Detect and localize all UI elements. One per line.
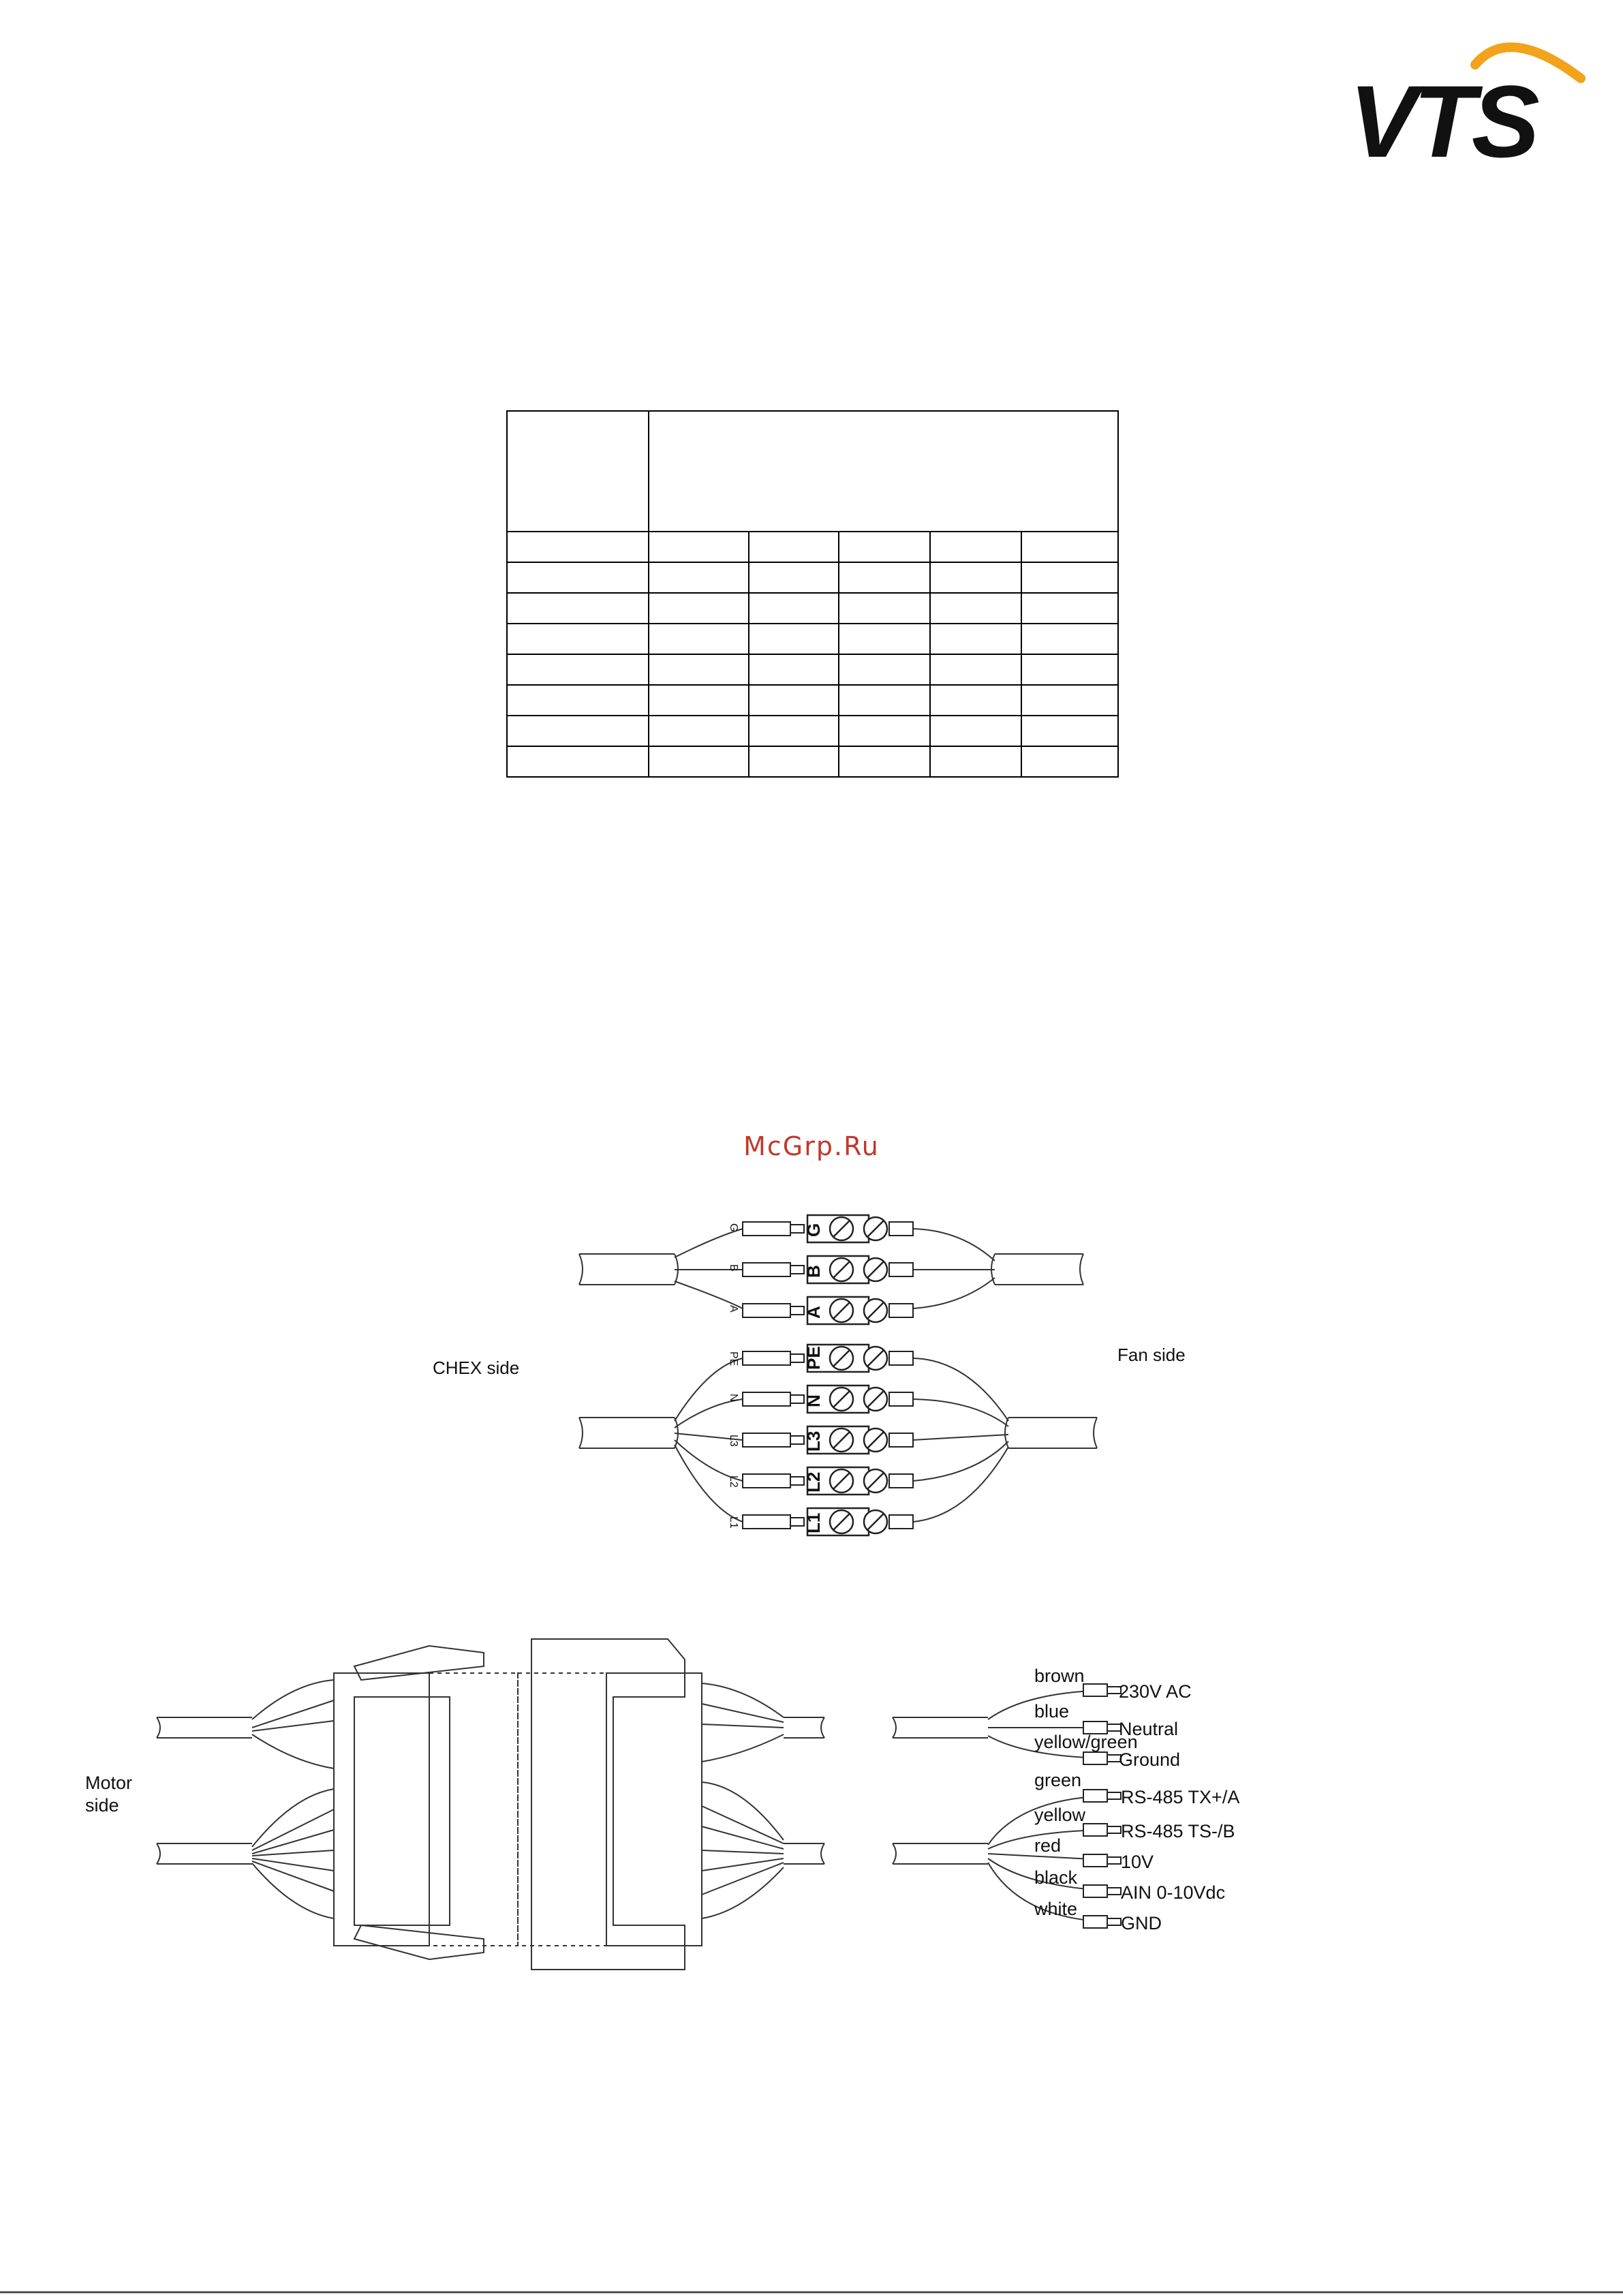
wire-color-label: blue [1034, 1701, 1070, 1721]
terminal-label: B [803, 1265, 824, 1278]
wire-tag: L3 [728, 1435, 739, 1447]
spec-table [506, 410, 1119, 778]
signal-label: Ground [1119, 1749, 1181, 1770]
chex-side-label: CHEX side [433, 1358, 520, 1378]
table-row [507, 532, 1118, 562]
wire-color-label: yellow/green [1034, 1732, 1138, 1752]
motor-side-label: side [85, 1795, 119, 1816]
signal-label: Neutral [1119, 1719, 1179, 1739]
wire-tag: L2 [728, 1475, 739, 1488]
wire-tag: PE [728, 1351, 739, 1366]
wire-color-label: black [1034, 1867, 1078, 1888]
wire-color-label: yellow [1034, 1805, 1086, 1825]
signal-label: AIN 0-10Vdc [1121, 1882, 1226, 1903]
signal-label: GND [1121, 1913, 1162, 1933]
terminal-label: L3 [803, 1430, 824, 1452]
table-row [507, 624, 1118, 654]
signal-label: RS-485 TX+/A [1121, 1787, 1240, 1807]
terminal-label: G [803, 1223, 824, 1237]
table-row [507, 746, 1118, 777]
table-row [507, 685, 1118, 716]
terminal-label: L2 [803, 1471, 824, 1493]
motor-side-label: Motor [85, 1773, 133, 1793]
terminal-label: L1 [803, 1512, 824, 1533]
table-row [507, 562, 1118, 593]
table-row [507, 654, 1118, 685]
fan-side-label: Fan side [1117, 1345, 1186, 1365]
wire-color-label: white [1034, 1899, 1078, 1919]
wire-tag: A [728, 1305, 739, 1313]
wire-color-label: brown [1034, 1666, 1085, 1686]
table-header-row [507, 411, 1118, 532]
signal-label: 230V AC [1119, 1681, 1192, 1702]
wire-tag: L1 [728, 1516, 739, 1529]
table-row [507, 593, 1118, 624]
vts-logo [1346, 24, 1591, 167]
motor-connector-diagram [75, 1632, 1254, 1987]
wire-tag: G [728, 1223, 739, 1232]
wire-tag: B [728, 1264, 739, 1272]
table-header-cell [649, 411, 1118, 532]
table-header-cell [507, 411, 649, 532]
terminal-label: PE [803, 1346, 824, 1370]
wire-tag: N [728, 1394, 739, 1402]
logo-text: VTS [1349, 64, 1536, 167]
terminal-label: N [803, 1394, 824, 1407]
terminal-wiring-diagram [422, 1210, 1213, 1554]
wire-color-label: red [1034, 1835, 1062, 1856]
signal-label: 10V [1121, 1852, 1154, 1872]
watermark: McGrp.Ru [743, 1131, 880, 1161]
footer-divider [0, 2291, 1623, 2293]
wire-color-label: green [1034, 1770, 1082, 1790]
terminal-label: A [803, 1306, 824, 1319]
table-row [507, 716, 1118, 746]
signal-label: RS-485 TS-/B [1121, 1821, 1235, 1841]
